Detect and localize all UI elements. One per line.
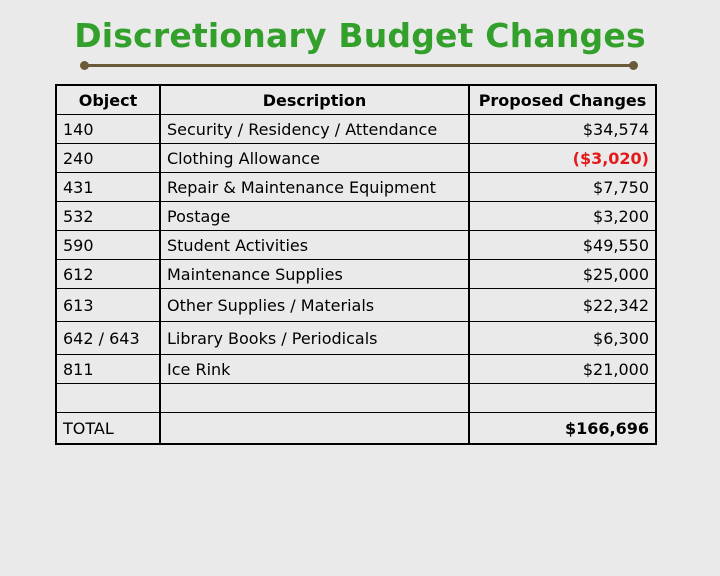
page-title: Discretionary Budget Changes — [74, 16, 646, 55]
title-divider — [84, 64, 634, 67]
table-row — [56, 144, 656, 173]
empty-cell — [469, 384, 656, 413]
description-cell: Other Supplies / Materials — [160, 289, 469, 322]
amount-cell-negative: ($3,020) — [469, 144, 656, 173]
total-row — [56, 413, 656, 445]
object-code: 613 — [56, 289, 160, 322]
total-label: TOTAL — [56, 413, 160, 445]
column-header-object: Object — [56, 85, 160, 115]
table-row-empty — [56, 384, 656, 413]
amount-cell: $22,342 — [469, 289, 656, 322]
description-cell: Library Books / Periodicals — [160, 322, 469, 355]
description-cell: Security / Residency / Attendance — [160, 115, 469, 144]
table-row — [56, 289, 656, 322]
table-row — [56, 322, 656, 355]
budget-table — [55, 84, 657, 445]
divider-right-dot — [629, 61, 638, 70]
amount-cell: $49,550 — [469, 231, 656, 260]
object-code: 590 — [56, 231, 160, 260]
table-row — [56, 173, 656, 202]
object-code: 642 / 643 — [56, 322, 160, 355]
table-row — [56, 202, 656, 231]
description-cell: Ice Rink — [160, 355, 469, 384]
empty-cell — [160, 384, 469, 413]
object-code: 140 — [56, 115, 160, 144]
object-code: 811 — [56, 355, 160, 384]
description-cell: Clothing Allowance — [160, 144, 469, 173]
amount-cell: $34,574 — [582, 119, 649, 139]
column-header-proposed-changes: Proposed Changes — [469, 85, 656, 115]
total-amount: $166,696 — [469, 413, 656, 445]
object-code: 431 — [56, 173, 160, 202]
table-header-row — [56, 85, 656, 115]
description-cell: Student Activities — [160, 231, 469, 260]
amount-cell: $7,750 — [469, 173, 656, 202]
amount-cell: $3,200 — [469, 202, 656, 231]
empty-cell — [160, 413, 469, 445]
description-cell: Maintenance Supplies — [160, 260, 469, 289]
column-header-description: Description — [160, 85, 469, 115]
amount-cell: $21,000 — [469, 355, 656, 384]
object-code: 532 — [56, 202, 160, 231]
empty-cell — [56, 384, 160, 413]
table-row — [56, 260, 656, 289]
object-code: 240 — [56, 144, 160, 173]
table-row — [56, 231, 656, 260]
divider-left-dot — [80, 61, 89, 70]
amount-cell: $6,300 — [469, 322, 656, 355]
table-row — [56, 355, 656, 384]
description-cell: Repair & Maintenance Equipment — [160, 173, 469, 202]
amount-cell: $25,000 — [469, 260, 656, 289]
object-code: 612 — [56, 260, 160, 289]
table-row — [56, 115, 656, 144]
description-cell: Postage — [160, 202, 469, 231]
